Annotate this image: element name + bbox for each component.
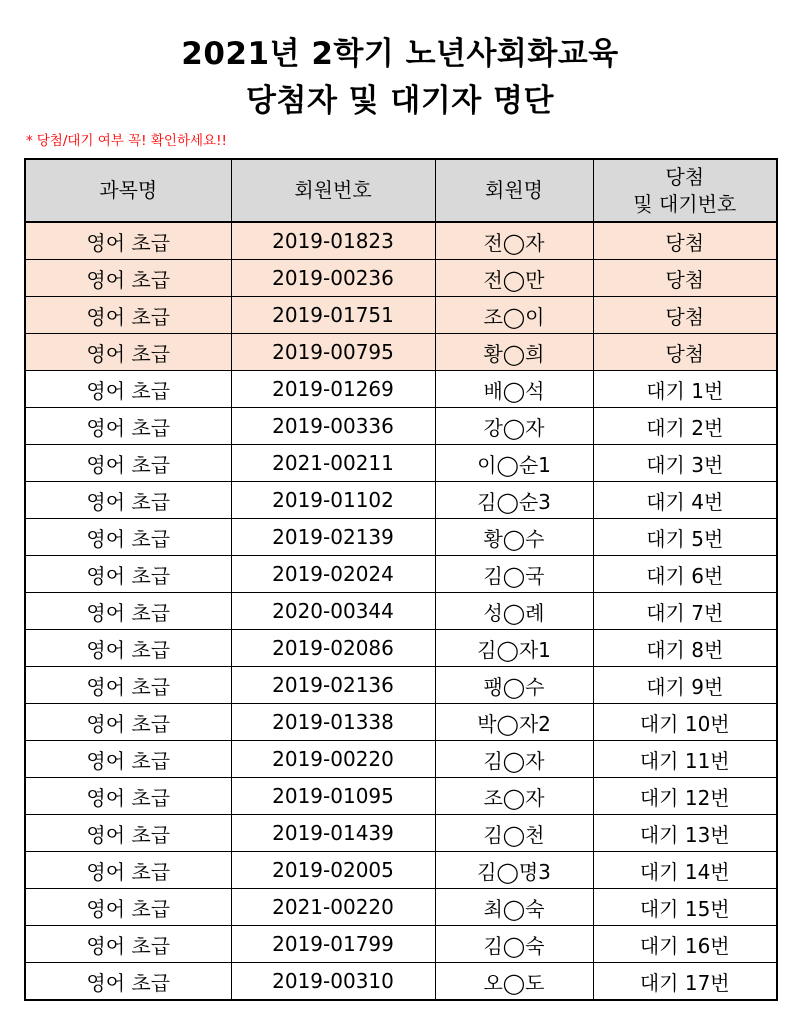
header-result-line1: 당첨	[665, 164, 705, 189]
cell-member-name: 김◯자	[435, 741, 593, 778]
cell-member-name: 황◯희	[435, 334, 593, 371]
cell-member-name: 배◯석	[435, 371, 593, 408]
cell-result: 대기 16번	[593, 926, 777, 963]
cell-course: 영어 초급	[25, 519, 231, 556]
cell-member-no: 2019-00795	[231, 334, 435, 371]
cell-result: 대기 10번	[593, 704, 777, 741]
table-row	[25, 371, 777, 408]
document-title-line2: 당첨자 및 대기자 명단	[246, 83, 554, 119]
asterisk-icon: *	[26, 133, 33, 149]
cell-result: 당첨	[593, 222, 777, 260]
cell-member-no: 2021-00220	[231, 889, 435, 926]
cell-result: 대기 9번	[593, 667, 777, 704]
cell-member-name: 김◯명3	[435, 852, 593, 889]
cell-member-name: 김◯국	[435, 556, 593, 593]
table-row	[25, 667, 777, 704]
table-row	[25, 297, 777, 334]
table-header-row	[25, 159, 777, 222]
cell-course: 영어 초급	[25, 482, 231, 519]
table-row	[25, 260, 777, 297]
table-row	[25, 963, 777, 1001]
cell-member-name: 성◯례	[435, 593, 593, 630]
cell-result: 당첨	[593, 297, 777, 334]
cell-member-no: 2019-01338	[231, 704, 435, 741]
cell-result: 대기 17번	[593, 963, 777, 1001]
cell-course: 영어 초급	[25, 445, 231, 482]
cell-course: 영어 초급	[25, 815, 231, 852]
cell-course: 영어 초급	[25, 926, 231, 963]
cell-member-no: 2019-00336	[231, 408, 435, 445]
cell-result: 대기 12번	[593, 778, 777, 815]
cell-result: 대기 15번	[593, 889, 777, 926]
cell-member-no: 2019-01102	[231, 482, 435, 519]
cell-result: 대기 1번	[593, 371, 777, 408]
cell-result: 대기 5번	[593, 519, 777, 556]
table-row	[25, 593, 777, 630]
table-row	[25, 704, 777, 741]
cell-result: 대기 4번	[593, 482, 777, 519]
cell-member-no: 2019-00220	[231, 741, 435, 778]
cell-course: 영어 초급	[25, 297, 231, 334]
cell-result: 대기 8번	[593, 630, 777, 667]
cell-course: 영어 초급	[25, 741, 231, 778]
cell-member-name: 이◯순1	[435, 445, 593, 482]
table-row	[25, 556, 777, 593]
header-member-name: 회원명	[435, 159, 593, 222]
cell-member-no: 2019-01799	[231, 926, 435, 963]
cell-member-name: 박◯자2	[435, 704, 593, 741]
table-row	[25, 445, 777, 482]
cell-member-no: 2019-02136	[231, 667, 435, 704]
cell-member-name: 최◯숙	[435, 889, 593, 926]
document-title-line1: 2021년 2학기 노년사회화교육	[181, 36, 619, 72]
cell-result: 당첨	[593, 260, 777, 297]
table-row	[25, 482, 777, 519]
cell-course: 영어 초급	[25, 222, 231, 260]
cell-course: 영어 초급	[25, 963, 231, 1001]
table-row	[25, 815, 777, 852]
cell-course: 영어 초급	[25, 260, 231, 297]
header-result-line2: 및 대기번호	[633, 191, 737, 216]
table-row	[25, 852, 777, 889]
cell-course: 영어 초급	[25, 778, 231, 815]
cell-member-no: 2019-00236	[231, 260, 435, 297]
cell-member-name: 팽◯수	[435, 667, 593, 704]
cell-member-no: 2019-00310	[231, 963, 435, 1001]
notice-text: 당첨/대기 여부 꼭! 확인하세요!!	[36, 133, 227, 149]
cell-course: 영어 초급	[25, 667, 231, 704]
cell-member-no: 2019-02086	[231, 630, 435, 667]
cell-member-name: 김◯자1	[435, 630, 593, 667]
cell-course: 영어 초급	[25, 556, 231, 593]
header-member-no: 회원번호	[231, 159, 435, 222]
cell-member-name: 전◯자	[435, 222, 593, 260]
cell-result: 대기 6번	[593, 556, 777, 593]
table-row	[25, 889, 777, 926]
cell-course: 영어 초급	[25, 704, 231, 741]
cell-result: 대기 11번	[593, 741, 777, 778]
cell-course: 영어 초급	[25, 334, 231, 371]
table-row	[25, 778, 777, 815]
table-row	[25, 222, 777, 260]
cell-course: 영어 초급	[25, 371, 231, 408]
table-row	[25, 926, 777, 963]
cell-member-no: 2020-00344	[231, 593, 435, 630]
cell-result: 대기 7번	[593, 593, 777, 630]
cell-member-no: 2019-01095	[231, 778, 435, 815]
cell-result: 당첨	[593, 334, 777, 371]
cell-member-name: 김◯숙	[435, 926, 593, 963]
cell-result: 대기 13번	[593, 815, 777, 852]
cell-member-name: 전◯만	[435, 260, 593, 297]
header-course: 과목명	[25, 159, 231, 222]
cell-member-name: 조◯이	[435, 297, 593, 334]
cell-course: 영어 초급	[25, 593, 231, 630]
notice	[26, 132, 227, 150]
cell-member-no: 2019-01269	[231, 371, 435, 408]
table-row	[25, 630, 777, 667]
cell-result: 대기 14번	[593, 852, 777, 889]
header-result	[593, 159, 777, 222]
cell-member-name: 오◯도	[435, 963, 593, 1001]
cell-course: 영어 초급	[25, 408, 231, 445]
cell-member-no: 2019-01751	[231, 297, 435, 334]
table-row	[25, 408, 777, 445]
cell-member-no: 2019-02139	[231, 519, 435, 556]
cell-member-name: 강◯자	[435, 408, 593, 445]
cell-member-name: 김◯천	[435, 815, 593, 852]
cell-member-name: 조◯자	[435, 778, 593, 815]
roster-table	[24, 158, 778, 1001]
cell-member-no: 2021-00211	[231, 445, 435, 482]
cell-course: 영어 초급	[25, 889, 231, 926]
cell-course: 영어 초급	[25, 852, 231, 889]
cell-member-no: 2019-02005	[231, 852, 435, 889]
cell-member-name: 황◯수	[435, 519, 593, 556]
cell-result: 대기 2번	[593, 408, 777, 445]
table-row	[25, 519, 777, 556]
cell-course: 영어 초급	[25, 630, 231, 667]
cell-member-no: 2019-01439	[231, 815, 435, 852]
table-row	[25, 741, 777, 778]
table-row	[25, 334, 777, 371]
cell-member-no: 2019-02024	[231, 556, 435, 593]
cell-member-no: 2019-01823	[231, 222, 435, 260]
cell-result: 대기 3번	[593, 445, 777, 482]
cell-member-name: 김◯순3	[435, 482, 593, 519]
